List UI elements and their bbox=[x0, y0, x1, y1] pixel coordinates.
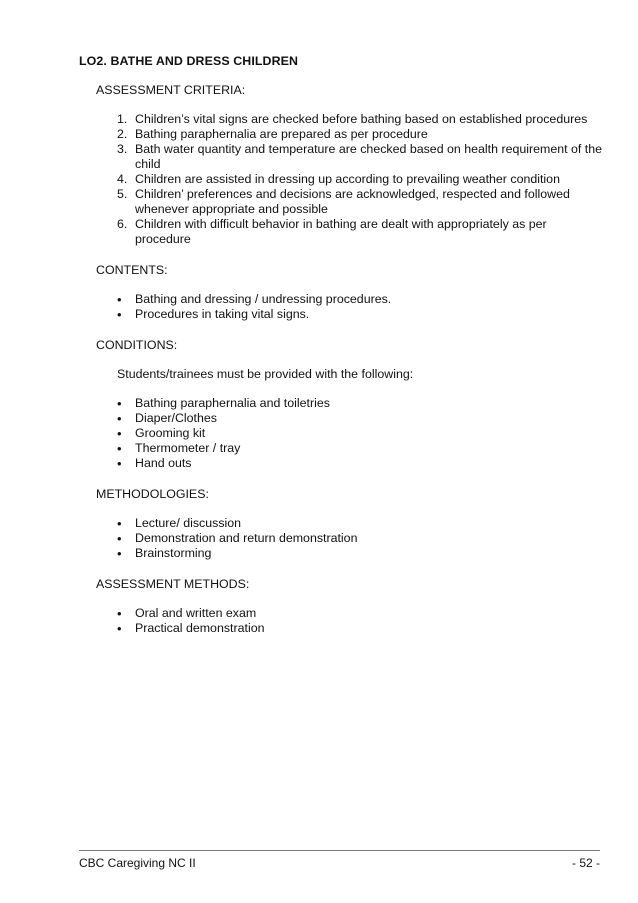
item-number: 4. bbox=[117, 172, 128, 186]
item-text: Lecture/ discussion bbox=[135, 516, 242, 530]
methodologies-section bbox=[96, 487, 606, 561]
item-text: Practical demonstration bbox=[135, 621, 265, 635]
item-text: Brainstorming bbox=[135, 546, 212, 560]
item-number: 2. bbox=[117, 127, 128, 141]
item-text: Bath water quantity and temperature are checked based on health requirement of the child bbox=[135, 142, 603, 171]
list-item bbox=[96, 172, 605, 187]
conditions-heading: CONDITIONS: bbox=[96, 338, 178, 352]
footer-divider bbox=[79, 850, 600, 851]
bullet-icon: • bbox=[117, 606, 122, 621]
bullet-icon: • bbox=[117, 307, 122, 322]
item-text: Children’s vital signs are checked before bathing based on established procedures bbox=[135, 112, 588, 126]
list-item bbox=[96, 546, 606, 561]
assessment-methods-heading: ASSESSMENT METHODS: bbox=[96, 577, 250, 591]
list-item bbox=[96, 112, 605, 127]
bullet-icon: • bbox=[117, 456, 122, 471]
item-text: Children with difficult behavior in bathing are dealt with appropriately as per procedure bbox=[135, 217, 547, 246]
bullet-icon: • bbox=[117, 396, 122, 411]
bullet-icon: • bbox=[117, 621, 122, 636]
list-item bbox=[96, 516, 606, 531]
bullet-icon: • bbox=[117, 516, 122, 531]
bullet-icon: • bbox=[117, 531, 122, 546]
item-text: Bathing and dressing / undressing procedures. bbox=[135, 292, 392, 306]
list-item bbox=[96, 531, 606, 546]
list-item bbox=[96, 426, 606, 441]
conditions-section bbox=[96, 338, 606, 471]
assessment-criteria-list bbox=[96, 112, 606, 247]
item-text: Oral and written exam bbox=[135, 606, 257, 620]
page-title: LO2. BATHE AND DRESS CHILDREN bbox=[79, 54, 299, 68]
assessment-criteria-section bbox=[96, 83, 606, 247]
item-number: 1. bbox=[117, 112, 128, 126]
item-text: Bathing paraphernalia and toiletries bbox=[135, 396, 330, 410]
bullet-icon: • bbox=[117, 546, 122, 561]
contents-section bbox=[96, 263, 606, 322]
bullet-icon: • bbox=[117, 441, 122, 456]
item-text: Grooming kit bbox=[135, 426, 206, 440]
item-text: Hand outs bbox=[135, 456, 192, 470]
methodologies-list bbox=[96, 516, 606, 561]
item-text: Diaper/Clothes bbox=[135, 411, 217, 425]
list-item bbox=[96, 621, 606, 636]
footer-page-number: - 52 - bbox=[571, 856, 600, 870]
footer-document-name: CBC Caregiving NC II bbox=[79, 856, 196, 870]
list-item bbox=[96, 142, 605, 172]
item-number: 5. bbox=[117, 187, 128, 201]
conditions-intro: Students/trainees must be provided with the following: bbox=[117, 367, 414, 381]
item-text: Bathing paraphernalia are prepared as per procedure bbox=[135, 127, 428, 141]
methodologies-heading: METHODOLOGIES: bbox=[96, 487, 209, 501]
assessment-methods-section bbox=[96, 577, 606, 636]
bullet-icon: • bbox=[117, 292, 122, 307]
item-text: Thermometer / tray bbox=[135, 441, 241, 455]
bullet-icon: • bbox=[117, 426, 122, 441]
item-text: Procedures in taking vital signs. bbox=[135, 307, 310, 321]
item-text: Demonstration and return demonstration bbox=[135, 531, 358, 545]
list-item bbox=[96, 127, 605, 142]
list-item bbox=[96, 456, 606, 471]
list-item bbox=[96, 411, 606, 426]
list-item bbox=[96, 187, 605, 217]
list-item bbox=[96, 396, 606, 411]
contents-heading: CONTENTS: bbox=[96, 263, 168, 277]
assessment-methods-list bbox=[96, 606, 606, 636]
contents-list bbox=[96, 292, 606, 322]
item-number: 3. bbox=[117, 142, 128, 156]
item-text: Children are assisted in dressing up according to prevailing weather condition bbox=[135, 172, 560, 186]
item-number: 6. bbox=[117, 217, 128, 231]
assessment-criteria-heading: ASSESSMENT CRITERIA: bbox=[96, 83, 246, 97]
list-item bbox=[96, 217, 605, 247]
item-text: Children’ preferences and decisions are acknowledged, respected and followed whenever appropriate and possible bbox=[135, 187, 570, 216]
bullet-icon: • bbox=[117, 411, 122, 426]
list-item bbox=[96, 441, 606, 456]
list-item bbox=[96, 292, 606, 307]
document-body bbox=[96, 83, 606, 636]
conditions-list bbox=[96, 396, 606, 471]
list-item bbox=[96, 307, 606, 322]
list-item bbox=[96, 606, 606, 621]
